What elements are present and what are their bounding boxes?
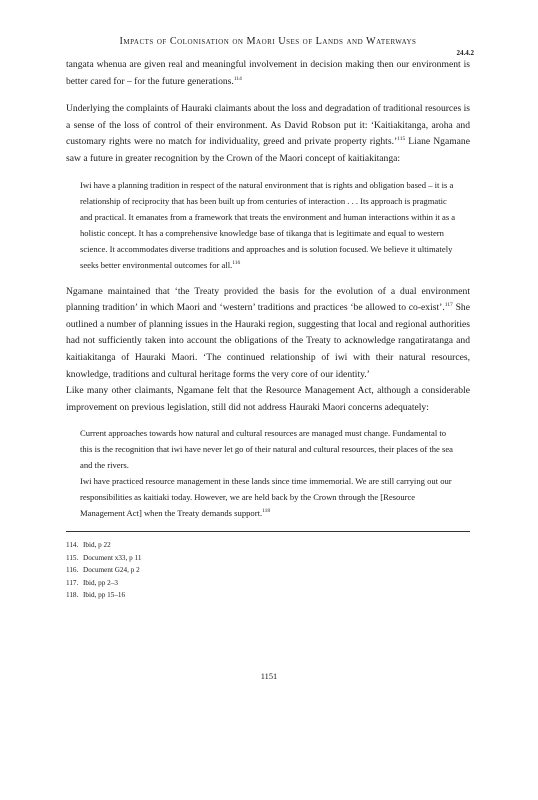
footnote-number: 117. [66, 578, 79, 587]
quote-text-wrap [80, 473, 460, 521]
footnote-ref: 118 [262, 508, 271, 515]
footnote-ref: 116 [232, 259, 241, 266]
footnote-ref: 114 [233, 75, 242, 82]
footnote [66, 552, 470, 564]
section-number: 24.4.2 [456, 49, 474, 57]
paragraph-text: Ngamane maintained that ‘the Treaty provided the basis for the evolution of a dual environment planning tradition’ in which Maori and ‘western’ traditions and practices ‘be allowed to co-exist’. [66, 285, 470, 314]
paragraph-text: She outlined a number of planning issues in the Hauraki region, suggesting that local and regional authorities had not sufficiently taken into account the obligations of the Treaty to acknowledge rangatiratanga and kaitiakitanga of Hauraki Maori. ‘The continued relationship of iwi with their natural resources, knowledge, traditions and cultural heritage forms the very core of our identity.’ [66, 302, 470, 380]
running-head: Impacts of Colonisation on Maori Uses of Lands and Waterways [119, 36, 417, 47]
quote-text-wrap [80, 177, 460, 273]
footnote [66, 539, 470, 551]
footnotes [66, 539, 470, 601]
page-number: 1151 [260, 672, 278, 681]
paragraph-text: Liane Ngamane saw a future in greater recognition by the Crown of the Maori concept of kaitiakitanga: [66, 136, 470, 164]
footnote-text: Ibid, pp 2–3 [83, 578, 118, 587]
paragraph: Like many other claimants, Ngamane felt that the Resource Management Act, although a considerable improvement on previous legislation, still did not address Hauraki Maori concerns adequately: [66, 385, 470, 413]
block-quote [80, 425, 460, 521]
footnote-text: Document x33, p 11 [83, 553, 142, 562]
footnote-ref: 117 [444, 301, 453, 308]
paragraph [66, 101, 470, 167]
footnote [66, 577, 470, 589]
footnote-text: Ibid, pp 15–16 [83, 590, 126, 599]
block-quote [80, 177, 460, 273]
footnote [66, 589, 470, 601]
footnote-text: Ibid, p 22 [83, 541, 111, 550]
footnote-number: 115. [66, 553, 79, 562]
footnote-text: Document G24, p 2 [83, 566, 140, 575]
body-text [66, 57, 470, 521]
quote-text: Iwi have a planning tradition in respect of the natural environment that is rights and obligation based – it is a relationship of reciprocity that has been built up from centuries of interaction . . . Its approach is pragmatic and practical. It emanates from a framework that treats the environment and human interactions within it as a holistic concept. It has a comprehensive knowledge base of tikanga that is legitimate and equal to western science. It accommodates diverse traditions and approaches and is solution focused. We believe it ultimately seeks better environmental outcomes for all. [80, 179, 456, 270]
paragraph-text: tangata whenua are given real and meaningful involvement in decision making then our environment is better cared for – for the future generations. [66, 59, 470, 87]
footnote-divider [66, 531, 470, 532]
footnote [66, 564, 470, 576]
footnote-ref: 115 [397, 136, 406, 143]
paragraph [66, 284, 470, 384]
footnote-number: 114. [66, 541, 79, 550]
paragraph-continued [66, 57, 470, 90]
footnote-number: 118. [66, 590, 79, 599]
footnote-number: 116. [66, 566, 79, 575]
document-page [66, 36, 474, 601]
quote-text: Current approaches towards how natural and cultural resources are managed must change. Fundamental to this is the recognition that iwi have never let go of their natural and cultural resources, their places of the sea and the rivers. [80, 428, 453, 471]
quote-text: Iwi have practiced resource management in these lands since time immemorial. We are still carrying out our responsibilities as kaitiaki today. However, we are held back by the Crown through the [Resource Management Act] when the Treaty demands support. [80, 476, 452, 519]
paragraph-text: Underlying the complaints of Hauraki claimants about the loss and degradation of traditional resources is a sense of the loss of control of their environment. As David Robson put it: ‘Kaitiakitanga, aroha and customary rights were no match for individuality, greed and private property rights.’ [66, 103, 470, 148]
